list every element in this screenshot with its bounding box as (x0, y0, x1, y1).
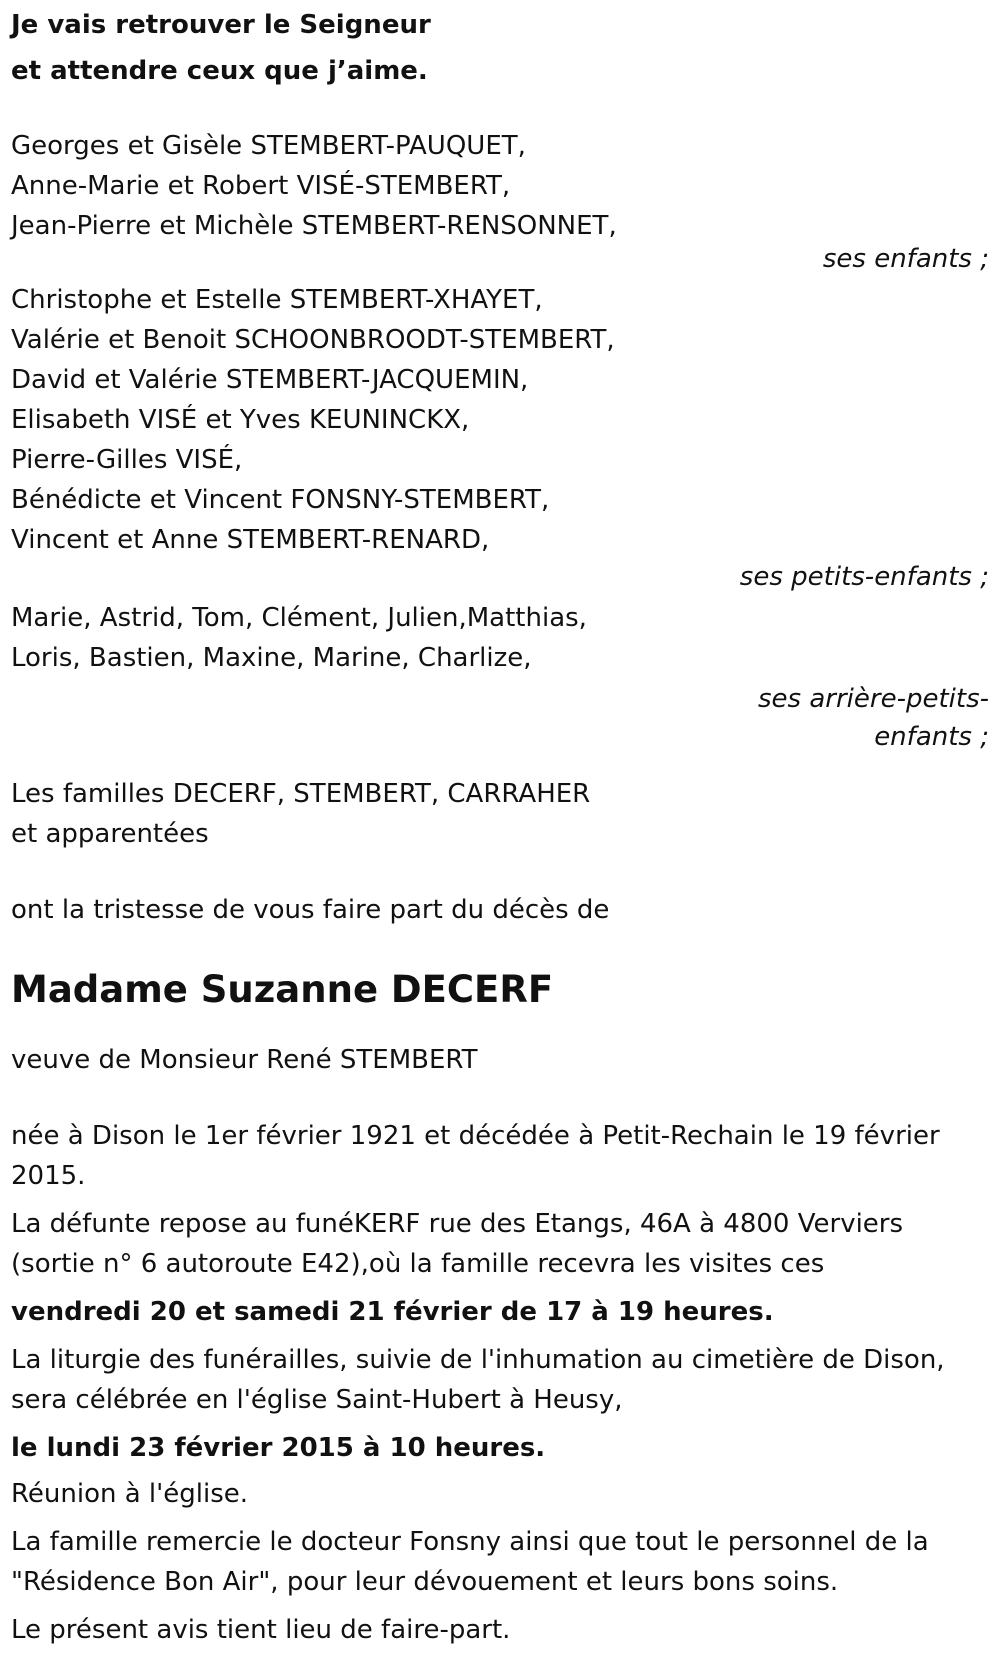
great-grandchildren-relation-line-2: enfants ; (874, 722, 989, 752)
children-relation: ses enfants ; (822, 244, 989, 274)
families-line-1: Les familles DECERF, STEMBERT, CARRAHER (11, 779, 591, 809)
deceased-name: Madame Suzanne DECERF (11, 968, 554, 1011)
obituary-notice (11, 0, 991, 1654)
grandchild-name: David et Valérie STEMBERT-JACQUEMIN, (11, 365, 529, 395)
grandchild-name: Elisabeth VISÉ et Yves KEUNINCKX, (11, 405, 470, 435)
grandchild-name: Pierre-Gilles VISÉ, (11, 445, 243, 475)
thanks-line-1: La famille remercie le docteur Fonsny ainsi que tout le personnel de la (11, 1527, 929, 1557)
great-grandchildren-section (11, 598, 991, 756)
announcement-text: ont la tristesse de vous faire part du décès de (11, 895, 610, 925)
notice-text: Le présent avis tient lieu de faire-part. (11, 1615, 511, 1645)
verse-line-1: Je vais retrouver le Seigneur (11, 10, 431, 40)
meeting-text: Réunion à l'église. (11, 1479, 249, 1509)
grandchildren-section (11, 280, 991, 592)
families-section (11, 774, 991, 854)
thanks-line-2: "Résidence Bon Air", pour leur dévouement et leurs bons soins. (11, 1567, 839, 1597)
great-grandchildren-relation-line-1: ses arrière-petits- (758, 684, 989, 714)
child-name: Anne-Marie et Robert VISÉ-STEMBERT, (11, 171, 511, 201)
families-line-2: et apparentées (11, 819, 209, 849)
visits-text: vendredi 20 et samedi 21 février de 17 à 19 heures. (11, 1297, 774, 1327)
great-grandchild-names: Marie, Astrid, Tom, Clément, Julien,Matthias, (11, 603, 587, 633)
birth-death-line-1: née à Dison le 1er février 1921 et décédée à Petit-Rechain le 19 février (11, 1121, 940, 1151)
repose-line-2: (sortie n° 6 autoroute E42),où la famille recevra les visites ces (11, 1249, 825, 1279)
liturgy-line-2: sera célébrée en l'église Saint-Hubert à Heusy, (11, 1385, 623, 1415)
spouse-text: veuve de Monsieur René STEMBERT (11, 1045, 478, 1075)
great-grandchild-names: Loris, Bastien, Maxine, Marine, Charlize, (11, 643, 532, 673)
grandchild-name: Bénédicte et Vincent FONSNY-STEMBERT, (11, 485, 550, 515)
details-section (11, 1116, 991, 1650)
birth-death-line-2: 2015. (11, 1161, 86, 1191)
children-section (11, 126, 991, 274)
liturgy-line-1: La liturgie des funérailles, suivie de l'inhumation au cimetière de Dison, (11, 1345, 945, 1375)
verse (11, 2, 991, 94)
child-name: Georges et Gisèle STEMBERT-PAUQUET, (11, 131, 526, 161)
grandchild-name: Christophe et Estelle STEMBERT-XHAYET, (11, 285, 543, 315)
grandchild-name: Vincent et Anne STEMBERT-RENARD, (11, 525, 490, 555)
verse-line-2: et attendre ceux que j’aime. (11, 56, 428, 86)
grandchildren-relation: ses petits-enfants ; (739, 562, 989, 592)
ceremony-text: le lundi 23 février 2015 à 10 heures. (11, 1433, 546, 1463)
repose-line-1: La défunte repose au funéKERF rue des Etangs, 46A à 4800 Verviers (11, 1209, 904, 1239)
grandchild-name: Valérie et Benoit SCHOONBROODT-STEMBERT, (11, 325, 615, 355)
child-name: Jean-Pierre et Michèle STEMBERT-RENSONNET, (11, 211, 617, 241)
